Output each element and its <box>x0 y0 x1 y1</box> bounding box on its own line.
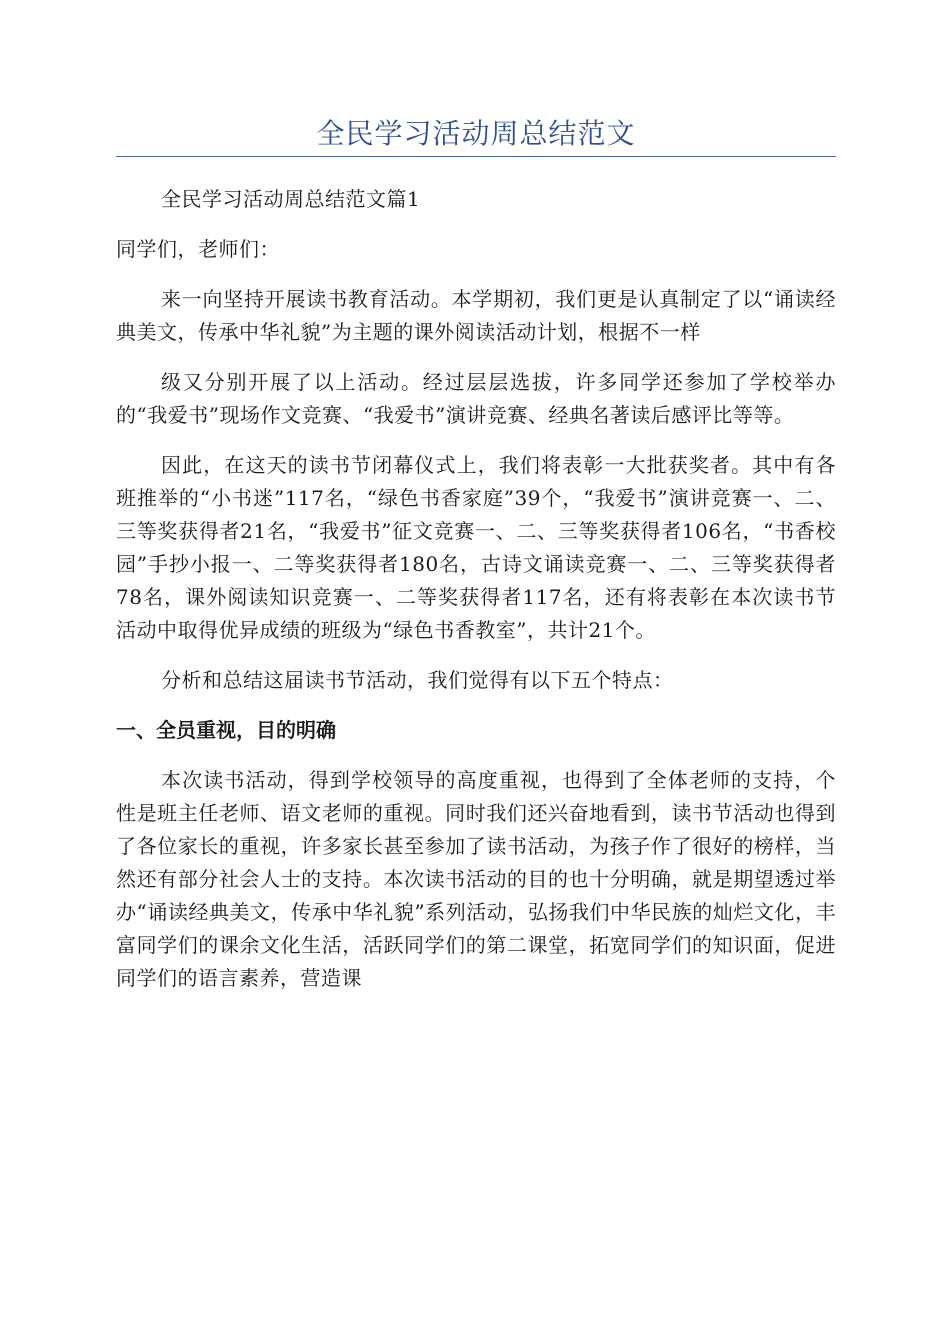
paragraph-4: 分析和总结这届读书节活动，我们觉得有以下五个特点： <box>161 668 674 692</box>
paragraph-2: 级又分别开展了以上活动。经过层层选拔，许多同学还参加了学校举办的“我爱书”现场作文竞赛、“我爱书”演讲竞赛、经典名著读后感评比等等。 <box>116 370 836 427</box>
document-subtitle: 全民学习活动周总结范文篇1 <box>161 187 421 211</box>
paragraph-1: 来一向坚持开展读书教育活动。本学期初，我们更是认真制定了以“诵读经典美文，传承中华礼貌”为主题的课外阅读活动计划，根据不一样 <box>116 287 836 344</box>
paragraph-3: 因此，在这天的读书节闭幕仪式上，我们将表彰一大批获奖者。其中有各班推举的“小书迷”117名，“绿色书香家庭”39个，“我爱书”演讲竞赛一、二、三等奖获得者21名，“我爱书”征文竞赛一、二、三等奖获得者106名，“书香校园”手抄小报一、二等奖获得者180名，古诗文诵读竞赛一、二、三等奖获得者78名，课外阅读知识竞赛一、二等奖获得者117名，还有将表彰在本次读书节活动中取得优异成绩的班级为“绿色书香教室”，共计21个。 <box>116 453 836 642</box>
section-heading-1: 一、全员重视，目的明确 <box>116 718 336 742</box>
document-page <box>116 112 836 995</box>
greeting: 同学们，老师们： <box>116 237 280 261</box>
title-underline <box>116 156 836 157</box>
document-title: 全民学习活动周总结范文 <box>316 117 636 150</box>
paragraph-5: 本次读书活动，得到学校领导的高度重视，也得到了全体老师的支持，个性是班主任老师、语文老师的重视。同时我们还兴奋地看到，读书节活动也得到了各位家长的重视，许多家长甚至参加了读书活动，为孩子作了很好的榜样，当然还有部分社会人士的支持。本次读书活动的目的也十分明确，就是期望透过举办“诵读经典美文，传承中华礼貌”系列活动，弘扬我们中华民族的灿烂文化，丰富同学们的课余文化生活，活跃同学们的第二课堂，拓宽同学们的知识面，促进同学们的语言素养，营造课 <box>116 768 836 990</box>
